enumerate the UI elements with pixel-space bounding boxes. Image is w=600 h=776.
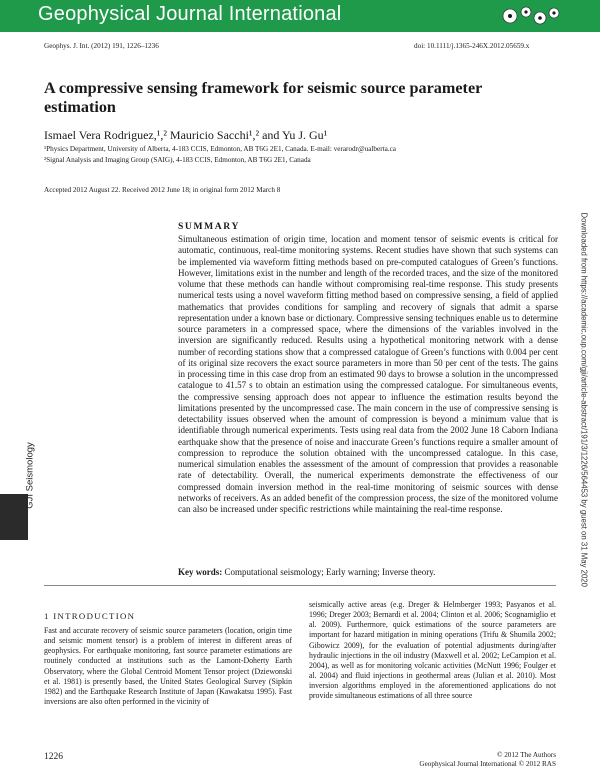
introduction-heading: 1 INTRODUCTION: [44, 611, 136, 621]
section-label: GJI Seismology: [24, 442, 36, 509]
paper-title: A compressive sensing framework for seismic source parameter estimation: [44, 79, 483, 116]
keywords-text: Computational seismology; Early warning; Inverse theory.: [224, 567, 436, 577]
submission-dates: Accepted 2012 August 22. Received 2012 June 18; in original form 2012 March 8: [44, 186, 281, 194]
summary-body: Simultaneous estimation of origin time, location and moment tensor of seismic events is critical for automatic, continuous, real-time monitoring systems. Recent studies have shown that such systems can be implemented via waveform fitting methods based on pre-computed catalogues of Green’s functions. However, limitations exist in the number and length of the recorded traces, and the size of the monitored volume that these methods can handle without compromising real-time response. This study presents numerical tests using a novel waveform fitting method based on compressive sensing, a field of applied mathematics that provides conditions for sampling and recovery of signals that admit a sparse representation under a known base or dictionary. Compressive sensing techniques enable us to determine source parameters in a compressed space, where the dimensions of the variables involved in the inversion are significantly reduced. Results using a hypothetical monitoring network with a dense number of recording stations show that a compressed catalogue of Green’s functions with 0.004 per cent of its original size recovers the exact source parameters in more than 50 per cent of the tests. The gains in processing time in this case drop from an estimated 90 days to browse a solution in the uncompressed catalogue to 41.57 s to obtain an estimation using the compressed catalogue. For simultaneous events, the compressive sensing approach does not appear to influence the estimation results beyond the limitations presented by the uncompressed case. The main concern in the use of compressive sensing is detectability issues observed when the amount of compression is beyond a minimum value that is identifiable through numerical experiments. Tests using real data from the 2002 June 18 Caborn Indiana earthquake show that the presence of noise and inaccurate Green’s functions require a smaller amount of compression to reproduce the solution obtained with the uncompressed catalogue. In this case, numerical simulation enables the assessment of the amount of compression that provides a reasonable rate of detectability. Overall, the numerical experiments demonstrate the effectiveness of our compressed domain inversion method in the real-time monitoring of seismic sources with dense networks of receivers. As an added benefit of the compression process, the size of the monitored volume can also be increased under specific restrictions while maintaining the real-time response.: [178, 234, 558, 514]
page-number: 1226: [44, 752, 63, 762]
copyright-line-2: Geophysical Journal International © 2012 RAS: [419, 760, 556, 768]
journal-title: Geophysical Journal International: [38, 3, 342, 25]
copyright: [380, 751, 556, 769]
journal-logo-icon: [500, 2, 564, 30]
copyright-line-1: © 2012 The Authors: [496, 751, 556, 759]
citation: Geophys. J. Int. (2012) 191, 1226–1236: [44, 42, 159, 50]
author-list: Ismael Vera Rodriguez,¹,² Mauricio Sacchi¹,² and Yu J. Gu¹: [44, 128, 328, 142]
introduction-right-column: seismically active areas (e.g. Dreger & Helmberger 1993; Pasyanos et al. 1996; Dreger 2003; Bernardi et al. 2004; Clinton et al. 2006; Scognamiglio et al. 2009). Furthermore, quick estimations of the source parameters are important for hazard mitigation in mining operations (Trifu & Shumila 2002; Gibowicz 2009), for the evaluation of potential adjustments during/after hydraulic injections in the oil industry (Maxwell et al. 2002; LeCampion et al. 2004), as well as for monitoring volcanic activities (McNutt 1996; Foulger et al. 2004) and fluid injections in geothermal areas (Julian et al. 2010). Most inversion algorithms employed in the aforementioned applications do not provide simultaneous estimations of all three source: [309, 600, 556, 701]
section-divider: [44, 585, 556, 586]
affiliation-1: ¹Physics Department, University of Alberta, 4-183 CCIS, Edmonton, AB T6G 2E1, Canada. E-mail: verarodr@ualberta.ca: [44, 145, 396, 153]
keywords-label: Key words:: [178, 567, 223, 577]
keywords: [178, 567, 558, 577]
download-note: Downloaded from https://academic.oup.com/gji/article-abstract/191/3/1226/564453 by guest on 31 May 2020: [579, 212, 589, 587]
affiliation-2: ²Signal Analysis and Imaging Group (SAIG), 4-183 CCIS, Edmonton, AB T6G 2E1, Canada: [44, 156, 311, 164]
summary-heading: SUMMARY: [178, 221, 241, 232]
introduction-left-column: Fast and accurate recovery of seismic source parameters (location, origin time and seismic moment tensor) is a problem of interest in different areas of geophysics. For earthquake monitoring, fast source parameter estimations are routinely conducted at institutions such as the Lamont-Doherty Earth Observatory, where the Global Centroid Moment Tensor project (Dziewonski et al. 1981) is presently based, the United States Geological Survey (Sipkin 1982) and the Earthquake Research Institute of Japan (Kawakatsu 1995). Fast inversions are also often performed in the vicinity of: [44, 626, 292, 707]
doi[interactable]: doi: 10.1111/j.1365-246X.2012.05659.x: [414, 42, 530, 50]
